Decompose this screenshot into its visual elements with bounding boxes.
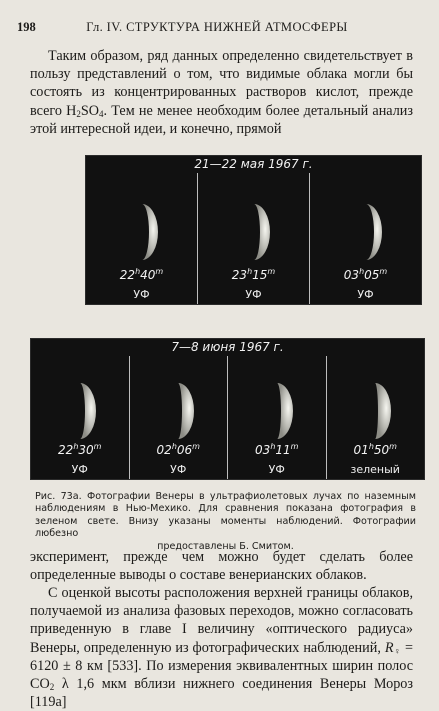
paragraph-2: эксперимент, прежде чем можно будет сделать более определенные выводы о составе венерианских облаков. bbox=[30, 549, 413, 584]
filter-label: УФ bbox=[268, 463, 285, 476]
filter-label: УФ bbox=[245, 288, 262, 301]
observation-time: 03$^h$05$^m$ bbox=[343, 267, 388, 282]
filter-label: УФ bbox=[357, 288, 374, 301]
observation-time: 03$^h$11$^m$ bbox=[255, 442, 299, 457]
photo-frame bbox=[326, 356, 425, 479]
photo-frame bbox=[129, 356, 228, 479]
figure-caption bbox=[35, 491, 416, 553]
caption-last-line: предоставлены Б. Смитом. bbox=[157, 540, 294, 552]
filter-label: УФ bbox=[133, 288, 150, 301]
observation-time: 22$^h$30$^m$ bbox=[58, 442, 102, 457]
venus-crescent-image bbox=[159, 380, 197, 442]
photo-date-label: 7—8 июня 1967 г. bbox=[171, 340, 284, 354]
photo-frame bbox=[31, 356, 129, 479]
photo-date-label: 21—22 мая 1967 г. bbox=[194, 157, 313, 171]
photo-frame bbox=[227, 356, 326, 479]
filter-label: зеленый bbox=[350, 463, 400, 476]
venus-crescent-image bbox=[258, 380, 296, 442]
venus-crescent-image bbox=[347, 201, 385, 263]
observation-time: 23$^h$15$^m$ bbox=[231, 267, 276, 282]
page-number: 198 bbox=[17, 20, 36, 34]
venus-crescent-image bbox=[356, 380, 394, 442]
paragraph-1: Таким образом, ряд данных определенно свидетельствует в пользу представлений о том, что видимые облака могли бы состоять из концентрированных растворов кислот, прежде всего $H_2SO_4$. Тем не менее необходим более детальный анализ этой интересной идеи, и конечно, прямой bbox=[30, 48, 413, 137]
filter-label: УФ bbox=[170, 463, 187, 476]
photo-frame bbox=[86, 173, 197, 304]
filter-label: УФ bbox=[71, 463, 88, 476]
observation-time: 22$^h$40$^m$ bbox=[119, 267, 164, 282]
paragraph-3: С оценкой высоты расположения верхней границы облаков, получаемой из анализа фазовых переходов, можно согласовать приведенную в главе I величину «оптического радиуса» Венеры, определенную из фотографических наблюдений, $R_♀ = 6120 \pm 8$ км [533]. По измерения эквивалентных ширин полос $CO_2$ λ 1,6 мкм вблизи нижнего соединения Венеры Мороз [119а] bbox=[30, 585, 413, 711]
venus-crescent-image bbox=[123, 201, 161, 263]
venus-crescent-image bbox=[61, 380, 99, 442]
page-header bbox=[17, 20, 417, 36]
venus-photo-strip-june bbox=[30, 338, 425, 480]
photo-frame bbox=[197, 173, 309, 304]
photo-frame bbox=[309, 173, 421, 304]
observation-time: 01$^h$50$^m$ bbox=[353, 442, 397, 457]
venus-photo-strip-may bbox=[85, 155, 422, 305]
caption-text: Рис. 73а. Фотографии Венеры в ультрафиолетовых лучах по наземным наблюдениям в Нью-Мехико. Для сравнения показана фотография в зеленом свете. Внизу указаны моменты наблюдений. Фотографии любезно bbox=[35, 491, 416, 540]
observation-time: 02$^h$06$^m$ bbox=[156, 442, 200, 457]
venus-crescent-image bbox=[235, 201, 273, 263]
running-title: Гл. IV. СТРУКТУРА НИЖНЕЙ АТМОСФЕРЫ bbox=[86, 20, 348, 34]
